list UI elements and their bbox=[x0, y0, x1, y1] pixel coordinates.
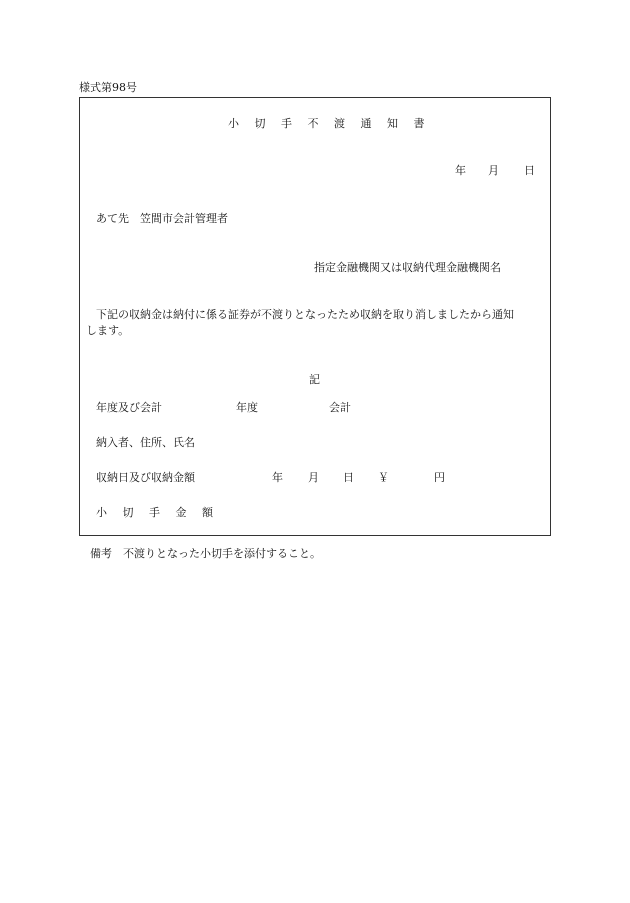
date-day-label: 日 bbox=[524, 164, 535, 177]
ki-heading: 記 bbox=[309, 373, 320, 386]
yen-sign: ￥ bbox=[378, 471, 389, 484]
kaikei-label: 会計 bbox=[329, 401, 351, 414]
date-month-label: 月 bbox=[488, 164, 499, 177]
receipt-day-label: 日 bbox=[343, 471, 354, 484]
fiscal-year-label: 年度及び会計 bbox=[96, 401, 162, 414]
payer-label: 納入者、住所、氏名 bbox=[96, 436, 195, 449]
receipt-month-label: 月 bbox=[308, 471, 319, 484]
en-label: 円 bbox=[434, 471, 445, 484]
receipt-year-label: 年 bbox=[272, 471, 283, 484]
bank-name-label: 指定金融機関又は収納代理金融機関名 bbox=[314, 261, 501, 274]
body-text-line1: 下記の収納金は納付に係る証券が不渡りとなったため収納を取り消しましたから通知 bbox=[96, 308, 514, 321]
form-title: 小 切 手 不 渡 通 知 書 bbox=[228, 117, 431, 130]
receipt-label: 収納日及び収納金額 bbox=[96, 471, 195, 484]
remarks-note: 備考 不渡りとなった小切手を添付すること。 bbox=[90, 547, 321, 560]
body-text-line2: します。 bbox=[86, 324, 130, 337]
addressee: あて先 笠間市会計管理者 bbox=[96, 212, 228, 225]
form-number: 様式第98号 bbox=[79, 81, 137, 94]
date-year-label: 年 bbox=[455, 164, 466, 177]
check-amount-label: 小 切 手 金 額 bbox=[96, 506, 219, 519]
nendo-label: 年度 bbox=[236, 401, 258, 414]
